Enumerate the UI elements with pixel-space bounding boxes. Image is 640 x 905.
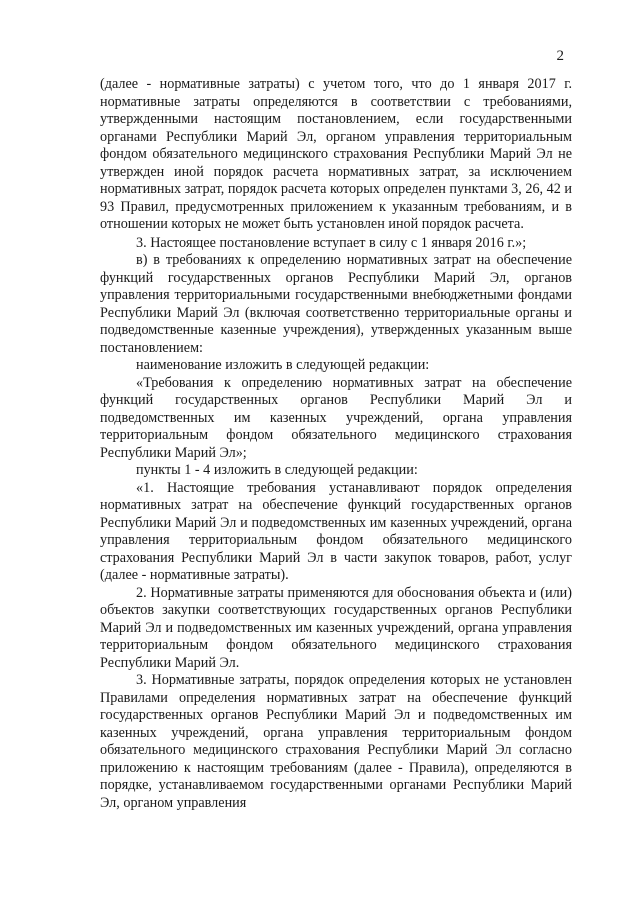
paragraph-subitem-v: в) в требованиях к определению нормативных затрат на обеспечение функций государственных органов Республики Марий Эл, органов управления территориальными государственными внебюджетными фондами Республики Марий Эл (включая соответственно территориальные органы и подведомственные казенные учреждения), утвержденных указанным выше постановлением:: [100, 252, 572, 356]
paragraph-title-instruction: наименование изложить в следующей редакции:: [136, 357, 430, 373]
paragraph-items-instruction: пункты 1 - 4 изложить в следующей редакции:: [136, 462, 418, 478]
paragraph-item-1: «1. Настоящие требования устанавливают порядок определения нормативных затрат на обеспечение функций государственных органов Республики Марий Эл и подведомственных им казенных учреждений, органа управления территориальным фондом обязательного медицинского страхования Республики Марий Эл в части закупок товаров, работ, услуг (далее - нормативные затраты).: [100, 479, 572, 583]
paragraph-new-title: «Требования к определению нормативных затрат на обеспечение функций государственных органов Республики Марий Эл и подведомственных им казенных учреждений, органа управления территориальным фондом обязательного медицинского страхования Республики Марий Эл»;: [100, 374, 572, 461]
document-body: [100, 76, 572, 812]
page-number: 2: [556, 48, 564, 64]
paragraph-item-2: 2. Нормативные затраты применяются для обоснования объекта и (или) объектов закупки соответствующих государственных органов Республики Марий Эл и подведомственных им казенных учреждений, органа управления территориальным фондом обязательного медицинского страхования Республики Марий Эл.: [100, 584, 572, 671]
paragraph-continuation: (далее - нормативные затраты) с учетом того, что до 1 января 2017 г. нормативные затраты определяются в соответствии с требованиями, утвержденными настоящим постановлением, если государственными органами Республики Марий Эл, органом управления территориальным фондом обязательного медицинского страхования Республики Марий Эл не утвержден иной порядок расчета нормативных затрат, за исключением нормативных затрат, порядок расчета которых определен пунктами 3, 26, 42 и 93 Правил, предусмотренных приложением к указанным требованиям, и в отношении которых не может быть установлен иной порядок расчета.: [100, 76, 572, 232]
paragraph-item-3: 3. Нормативные затраты, порядок определения которых не установлен Правилами определения нормативных затрат на обеспечение функций государственных органов Республики Марий Эл и подведомственных им казенных учреждений, органа управления территориальным фондом обязательного медицинского страхования Республики Марий Эл согласно приложению к настоящим требованиям (далее - Правила), определяются в порядке, устанавливаемом государственными органами Республики Марий Эл, органом управления: [100, 672, 572, 811]
paragraph-clause-3-effective-date: 3. Настоящее постановление вступает в силу с 1 января 2016 г.»;: [136, 234, 527, 251]
